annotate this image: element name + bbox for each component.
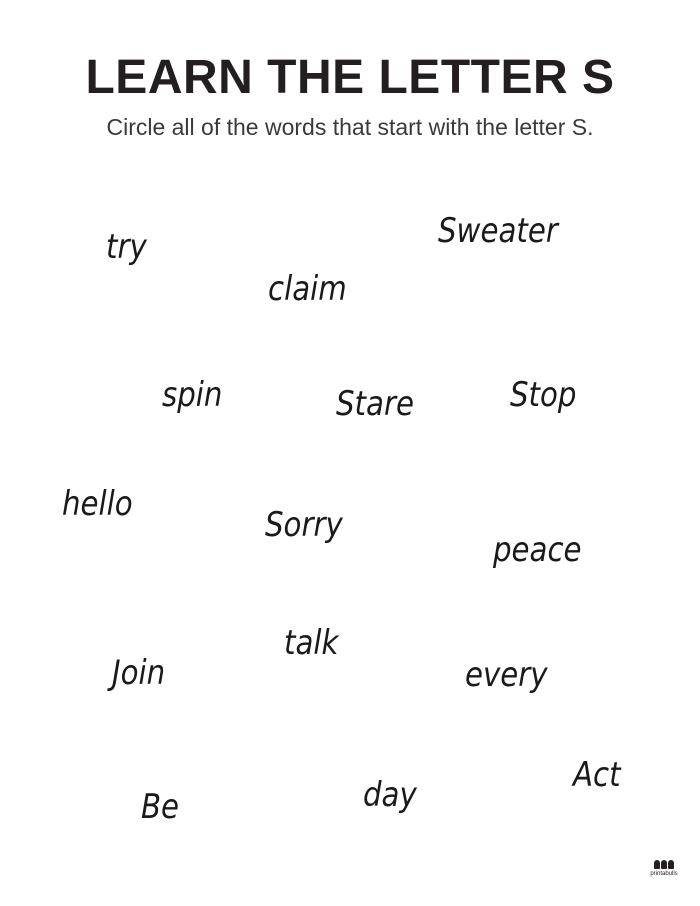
bull-icon xyxy=(646,860,682,870)
word-item[interactable]: hello xyxy=(62,484,133,524)
word-item[interactable]: day xyxy=(363,775,417,815)
word-item[interactable]: try xyxy=(106,227,147,267)
word-item[interactable]: Be xyxy=(141,787,180,827)
page-title: LEARN THE LETTER S xyxy=(85,51,615,104)
word-item[interactable]: Join xyxy=(112,653,166,693)
word-item[interactable]: spin xyxy=(162,375,223,415)
word-item[interactable]: Stop xyxy=(510,375,577,415)
brand-logo xyxy=(646,860,682,884)
word-item[interactable]: peace xyxy=(493,530,582,570)
word-item[interactable]: Sorry xyxy=(265,505,343,545)
word-item[interactable]: claim xyxy=(268,269,347,309)
word-item[interactable]: Sweater xyxy=(438,211,558,251)
instructions-text: Circle all of the words that start with the letter S. xyxy=(106,114,594,140)
word-item[interactable]: every xyxy=(465,655,548,695)
brand-logo-text: printabulls xyxy=(650,871,678,877)
word-item[interactable]: Stare xyxy=(336,384,414,424)
word-item[interactable]: talk xyxy=(284,623,339,663)
word-item[interactable]: Act xyxy=(573,755,621,795)
